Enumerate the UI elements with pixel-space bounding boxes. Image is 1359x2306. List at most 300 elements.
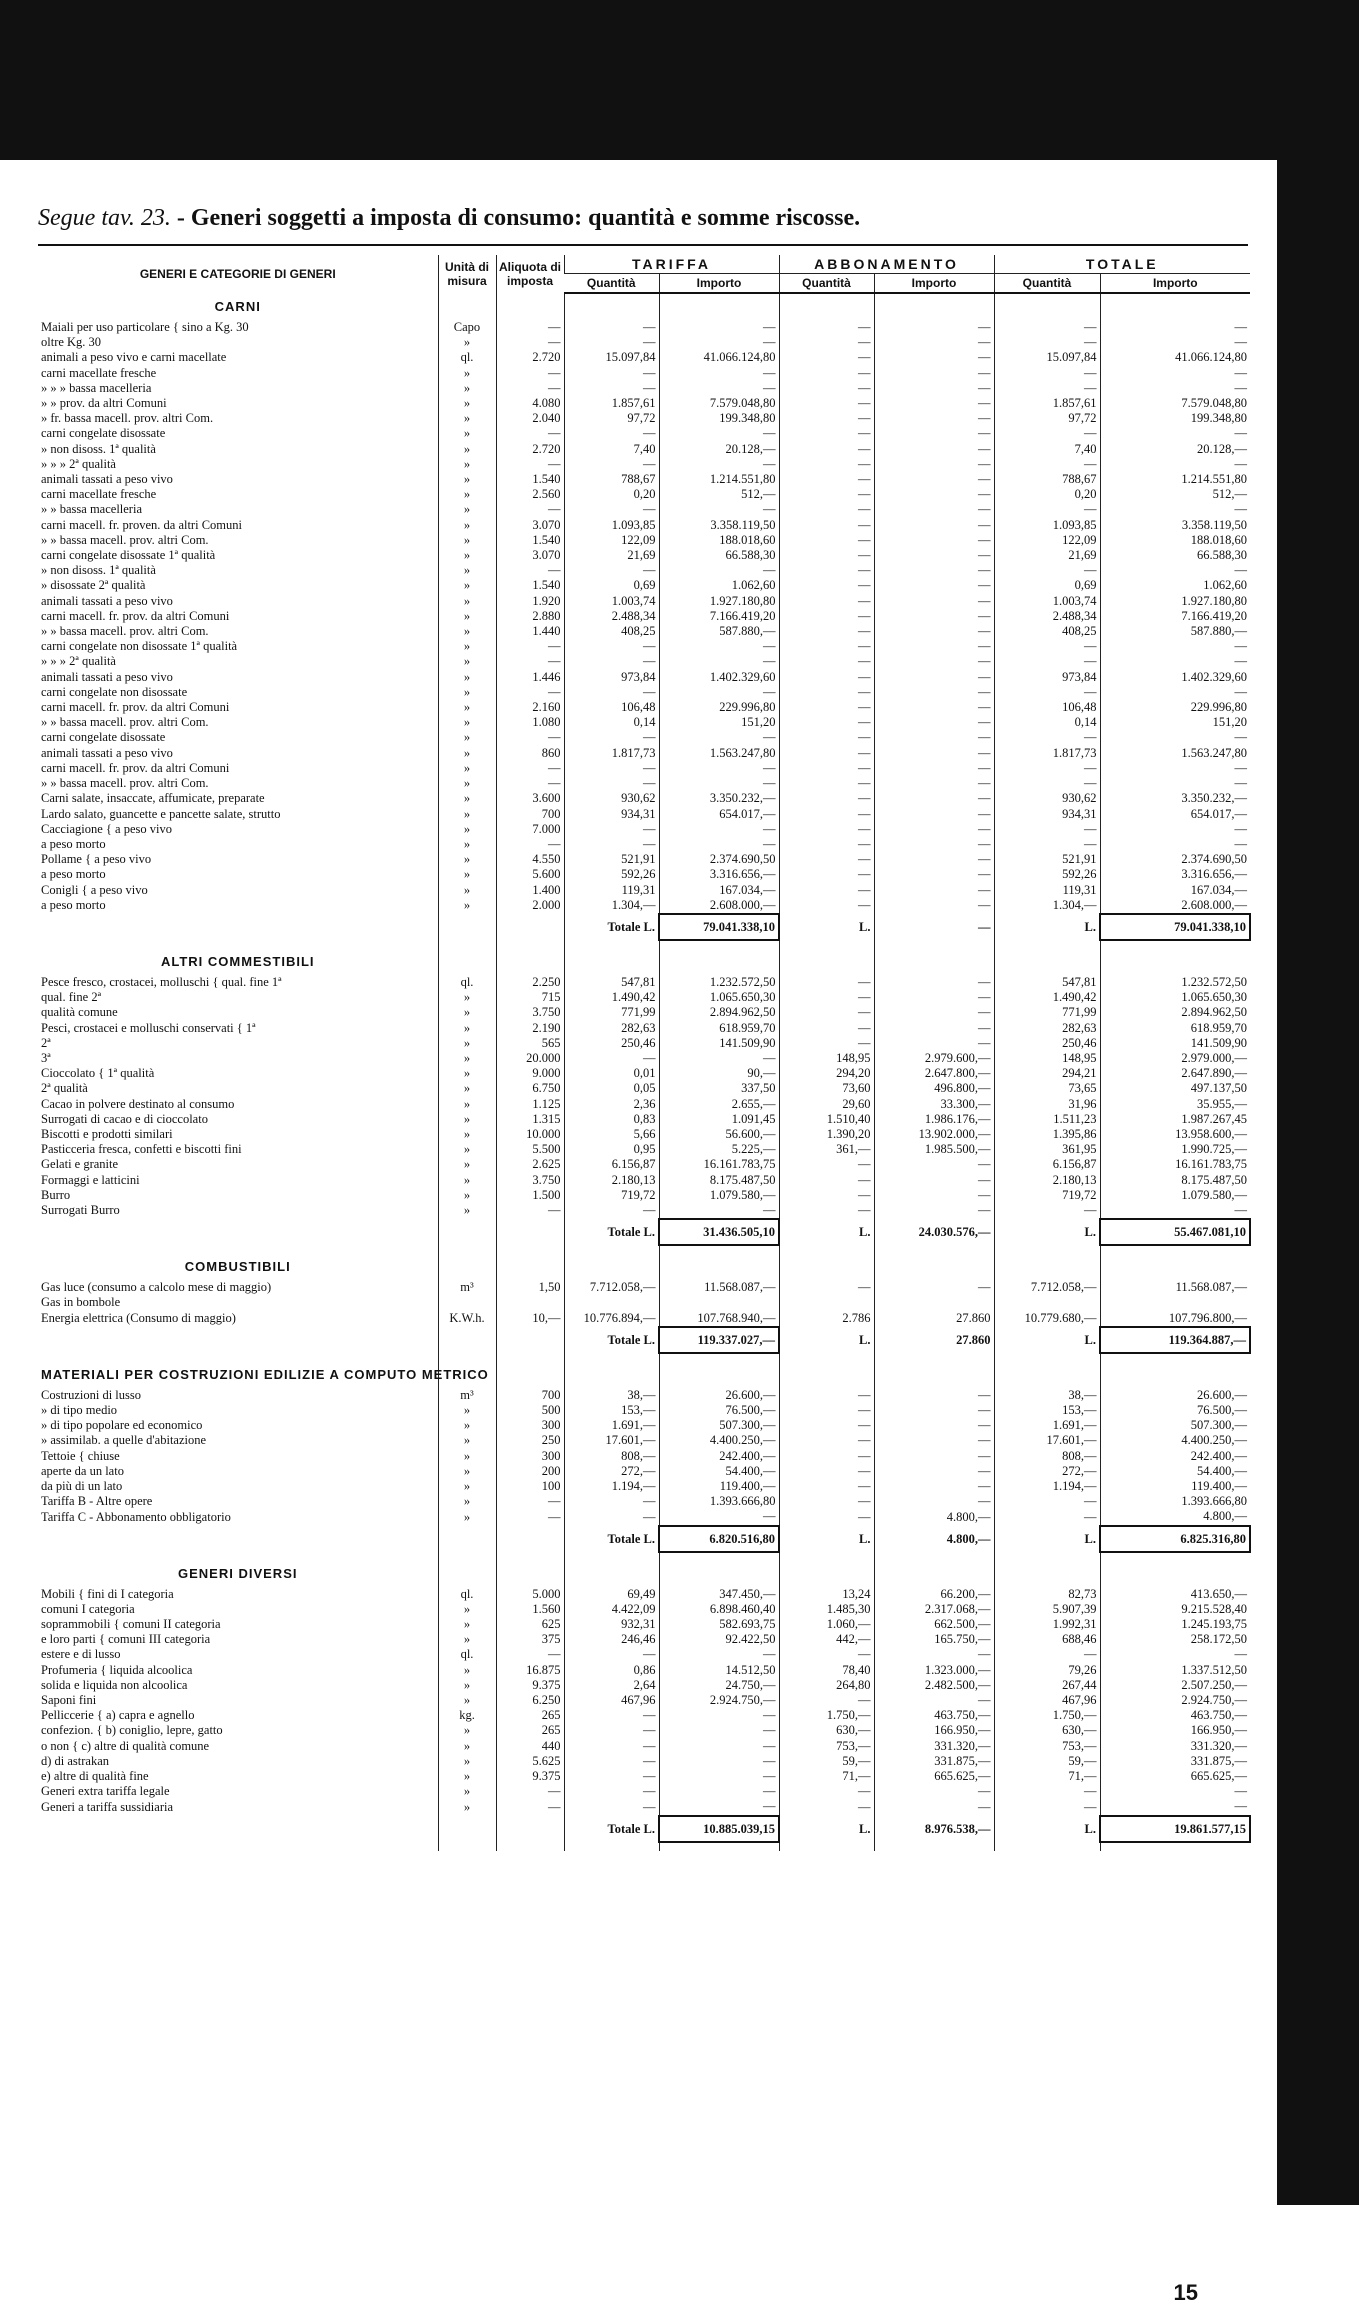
row-abbonamento-quantita: 1.485,30 [779, 1602, 874, 1617]
table-row [38, 1464, 1250, 1479]
row-aliquota: — [496, 563, 564, 578]
row-totale-importo: 26.600,— [1100, 1388, 1250, 1403]
row-label: da più di un lato [41, 1479, 123, 1493]
row-abbonamento-quantita: 630,— [779, 1723, 874, 1738]
row-abbonamento-quantita: 71,— [779, 1769, 874, 1784]
row-totale-quantita: 1.992,31 [994, 1617, 1100, 1632]
row-abbonamento-importo: 496.800,— [874, 1081, 994, 1096]
gap-cell [438, 1353, 496, 1362]
row-unita: » [438, 700, 496, 715]
gap-cell [1100, 1552, 1250, 1561]
row-label: 2ª qualità [41, 1081, 88, 1096]
row-label: carni congelate disossate [41, 426, 166, 441]
table-row [38, 1295, 1250, 1310]
row-unita: » [438, 1051, 496, 1066]
row-label: Conigli { a peso vivo [41, 882, 148, 897]
total-tot-label: L. [994, 914, 1100, 940]
row-totale-importo: 119.400,— [1100, 1479, 1250, 1494]
row-tariffa-quantita: 246,46 [564, 1632, 659, 1647]
row-abbonamento-importo: — [874, 1418, 994, 1433]
section-spacer-cell [994, 1362, 1100, 1388]
row-tariffa-importo: 3.358.119,50 [659, 518, 779, 533]
section-spacer-cell [659, 949, 779, 975]
row-aliquota: 3.750 [496, 1005, 564, 1020]
total-spacer [496, 1327, 564, 1353]
gap-cell [564, 1552, 659, 1561]
row-label: carni congelate non disossate 1ª qualità [41, 639, 238, 654]
row-label: solida e liquida non alcoolica [41, 1677, 188, 1692]
table-row [38, 533, 1250, 548]
row-aliquota: 1.315 [496, 1112, 564, 1127]
row-totale-quantita: — [994, 761, 1100, 776]
section-spacer-cell [438, 949, 496, 975]
row-abbonamento-quantita: — [779, 366, 874, 381]
total-abbonamento-importo: — [874, 914, 994, 940]
section-spacer-cell [1100, 293, 1250, 320]
row-totale-quantita: — [994, 639, 1100, 654]
table-row [38, 1005, 1250, 1020]
table-row [38, 502, 1250, 517]
row-abbonamento-quantita: — [779, 700, 874, 715]
section-spacer-cell [659, 293, 779, 320]
row-aliquota: — [496, 381, 564, 396]
row-aliquota: 3.070 [496, 518, 564, 533]
row-totale-quantita: 771,99 [994, 1005, 1100, 1020]
table-row [38, 1678, 1250, 1693]
row-unita: » [438, 396, 496, 411]
row-abbonamento-importo: — [874, 1388, 994, 1403]
row-abbonamento-quantita: — [779, 563, 874, 578]
row-totale-importo: — [1100, 1799, 1250, 1815]
row-abbonamento-importo: — [874, 1203, 994, 1219]
row-totale-importo: 66.588,30 [1100, 548, 1250, 563]
row-totale-quantita: — [994, 381, 1100, 396]
row-label: carni macellate fresche [41, 365, 157, 380]
row-label: » » » 2ª qualità [41, 456, 116, 471]
row-abbonamento-importo: — [874, 594, 994, 609]
table-row [38, 1142, 1250, 1157]
row-label: Gelati e granite [41, 1157, 119, 1172]
row-tariffa-importo: — [659, 366, 779, 381]
row-unita [438, 1295, 496, 1310]
row-tariffa-quantita: — [564, 1494, 659, 1509]
row-abbonamento-importo: — [874, 350, 994, 365]
section-spacer-cell [994, 949, 1100, 975]
row-tariffa-importo: 2.608.000,— [659, 898, 779, 914]
table-body [38, 293, 1250, 1851]
row-tariffa-importo: 4.400.250,— [659, 1433, 779, 1448]
row-abbonamento-importo: — [874, 1021, 994, 1036]
total-spacer [496, 1526, 564, 1552]
table-row [38, 1799, 1250, 1815]
row-tariffa-importo: 16.161.783,75 [659, 1157, 779, 1172]
row-aliquota: 5.625 [496, 1754, 564, 1769]
row-tariffa-importo: 2.924.750,— [659, 1693, 779, 1708]
row-unita: » [438, 1769, 496, 1784]
row-abbonamento-quantita: — [779, 487, 874, 502]
row-abbonamento-importo: 66.200,— [874, 1587, 994, 1602]
row-unita: kg. [438, 1708, 496, 1723]
row-totale-quantita: 592,26 [994, 867, 1100, 882]
gap-cell [779, 1552, 874, 1561]
row-tariffa-quantita: 10.776.894,— [564, 1311, 659, 1327]
section-spacer-cell [1100, 1254, 1250, 1280]
row-tariffa-importo: — [659, 1708, 779, 1723]
row-abbonamento-quantita: — [779, 1203, 874, 1219]
row-abbonamento-quantita: — [779, 1494, 874, 1509]
header-totale-importo: Importo [1100, 274, 1250, 294]
row-abbonamento-quantita: 1.390,20 [779, 1127, 874, 1142]
row-tariffa-quantita: 973,84 [564, 670, 659, 685]
total-tariffa-importo: 10.885.039,15 [659, 1816, 779, 1842]
section-spacer-cell [659, 1362, 779, 1388]
row-tariffa-quantita: 97,72 [564, 411, 659, 426]
row-totale-quantita: 1.093,85 [994, 518, 1100, 533]
gap-cell [496, 1552, 564, 1561]
row-abbonamento-quantita: — [779, 396, 874, 411]
row-abbonamento-importo: — [874, 426, 994, 441]
section-header [38, 293, 1250, 320]
row-totale-importo: 2.924.750,— [1100, 1693, 1250, 1708]
table-row [38, 426, 1250, 441]
row-totale-importo: 13.958.600,— [1100, 1127, 1250, 1142]
row-label: Pasticceria fresca, confetti e biscotti fini [41, 1142, 242, 1157]
row-totale-quantita: 1.857,61 [994, 396, 1100, 411]
section-gap [38, 940, 1250, 949]
row-abbonamento-importo: — [874, 472, 994, 487]
row-totale-importo: 54.400,— [1100, 1464, 1250, 1479]
row-label: a peso morto [41, 836, 106, 851]
table-row [38, 1617, 1250, 1632]
gap-cell [38, 1245, 438, 1254]
row-label: Burro [41, 1187, 71, 1202]
row-aliquota: 5.600 [496, 867, 564, 882]
row-abbonamento-importo: — [874, 1005, 994, 1020]
row-aliquota: — [496, 457, 564, 472]
gap-cell [994, 940, 1100, 949]
row-totale-importo: — [1100, 1784, 1250, 1799]
total-spacer [38, 1219, 438, 1245]
row-abbonamento-quantita: — [779, 822, 874, 837]
total-tariffa-importo: 6.820.516,80 [659, 1526, 779, 1552]
row-label: » » » bassa macelleria [41, 380, 152, 395]
table-row [38, 1173, 1250, 1188]
row-aliquota: — [496, 761, 564, 776]
row-tariffa-quantita: 1.194,— [564, 1479, 659, 1494]
row-totale-importo: 167.034,— [1100, 883, 1250, 898]
row-totale-importo: 3.358.119,50 [1100, 518, 1250, 533]
row-unita: » [438, 1127, 496, 1142]
row-abbonamento-quantita: — [779, 426, 874, 441]
row-label: Carni salate, insaccate, affumicate, preparate [41, 791, 265, 806]
row-tariffa-quantita: 69,49 [564, 1587, 659, 1602]
row-totale-importo: 2.374.690,50 [1100, 852, 1250, 867]
row-totale-quantita: 73,65 [994, 1081, 1100, 1096]
row-abbonamento-quantita: — [779, 1388, 874, 1403]
row-label: » disossate 2ª qualità [41, 578, 146, 593]
row-abbonamento-importo: 1.323.000,— [874, 1663, 994, 1678]
row-totale-importo: 2.507.250,— [1100, 1678, 1250, 1693]
table-row [38, 1509, 1250, 1525]
row-label: Pollame { a peso vivo [41, 852, 152, 867]
row-totale-importo: 199.348,80 [1100, 411, 1250, 426]
row-label: animali tassati a peso vivo [41, 669, 173, 684]
section-total-row [38, 1219, 1250, 1245]
row-tariffa-quantita: 547,81 [564, 975, 659, 990]
row-abbonamento-importo: — [874, 457, 994, 472]
row-label: Maiali per uso particolare { sino a Kg. 30 [41, 320, 249, 334]
row-tariffa-importo: 654.017,— [659, 807, 779, 822]
row-abbonamento-importo: — [874, 1157, 994, 1172]
row-aliquota: 9.375 [496, 1769, 564, 1784]
row-label: Generi extra tariffa legale [41, 1784, 170, 1799]
row-abbonamento-quantita: — [779, 533, 874, 548]
row-tariffa-importo: 512,— [659, 487, 779, 502]
row-abbonamento-importo: — [874, 700, 994, 715]
row-abbonamento-importo: — [874, 320, 994, 335]
row-tariffa-importo: — [659, 761, 779, 776]
row-totale-importo: 512,— [1100, 487, 1250, 502]
row-totale-quantita: 521,91 [994, 852, 1100, 867]
row-totale-importo: 188.018,60 [1100, 533, 1250, 548]
table-row [38, 1418, 1250, 1433]
row-aliquota: 1,50 [496, 1280, 564, 1295]
row-tariffa-quantita: — [564, 837, 659, 852]
row-tariffa-quantita: 1.003,74 [564, 594, 659, 609]
row-totale-importo: — [1100, 761, 1250, 776]
section-gap [38, 1842, 1250, 1851]
row-abbonamento-importo: — [874, 822, 994, 837]
row-tariffa-importo: 5.225,— [659, 1142, 779, 1157]
row-tariffa-quantita: — [564, 563, 659, 578]
row-totale-importo: 463.750,— [1100, 1708, 1250, 1723]
row-abbonamento-quantita: — [779, 1157, 874, 1172]
table-row [38, 594, 1250, 609]
row-totale-importo: 76.500,— [1100, 1403, 1250, 1418]
row-tariffa-importo [659, 1295, 779, 1310]
row-abbonamento-importo: — [874, 898, 994, 914]
row-unita: » [438, 670, 496, 685]
row-abbonamento-importo: — [874, 578, 994, 593]
row-tariffa-quantita: 467,96 [564, 1693, 659, 1708]
row-abbonamento-importo: — [874, 746, 994, 761]
row-aliquota: — [496, 654, 564, 669]
row-tariffa-quantita: 719,72 [564, 1188, 659, 1203]
row-totale-quantita: 282,63 [994, 1021, 1100, 1036]
section-total-row [38, 1526, 1250, 1552]
row-aliquota: 715 [496, 990, 564, 1005]
row-tariffa-importo: 337,50 [659, 1081, 779, 1096]
row-totale-quantita: 153,— [994, 1403, 1100, 1418]
section-spacer-cell [779, 1362, 874, 1388]
section-spacer-cell [564, 293, 659, 320]
row-totale-quantita: — [994, 320, 1100, 335]
row-unita: » [438, 715, 496, 730]
row-abbonamento-importo [874, 1295, 994, 1310]
row-label: Mobili { fini di I categoria [41, 1586, 174, 1601]
table-row [38, 1693, 1250, 1708]
row-totale-importo [1100, 1295, 1250, 1310]
row-label: carni macellate fresche [41, 487, 157, 502]
table-row [38, 1112, 1250, 1127]
row-totale-importo: 1.337.512,50 [1100, 1663, 1250, 1678]
row-label: 3ª [41, 1050, 51, 1065]
section-gap [38, 1353, 1250, 1362]
row-tariffa-quantita: — [564, 730, 659, 745]
row-totale-importo: 413.650,— [1100, 1587, 1250, 1602]
row-abbonamento-importo: — [874, 1479, 994, 1494]
row-aliquota: 2.250 [496, 975, 564, 990]
row-tariffa-importo: 1.079.580,— [659, 1188, 779, 1203]
row-totale-quantita: 467,96 [994, 1693, 1100, 1708]
row-label: 2ª [41, 1035, 51, 1050]
row-totale-quantita: 97,72 [994, 411, 1100, 426]
row-abbonamento-quantita: 1.510,40 [779, 1112, 874, 1127]
row-totale-importo: — [1100, 366, 1250, 381]
row-aliquota: 1.500 [496, 1188, 564, 1203]
row-abbonamento-importo: — [874, 685, 994, 700]
row-tariffa-quantita: 1.817,73 [564, 746, 659, 761]
row-totale-importo: 1.927.180,80 [1100, 594, 1250, 609]
table-row [38, 1051, 1250, 1066]
row-totale-importo: — [1100, 822, 1250, 837]
row-tariffa-quantita: 17.601,— [564, 1433, 659, 1448]
row-aliquota: 100 [496, 1479, 564, 1494]
section-spacer-cell [779, 949, 874, 975]
header-tariffa: TARIFFA [564, 255, 779, 274]
row-totale-importo: 4.800,— [1100, 1509, 1250, 1525]
row-tariffa-quantita: 1.304,— [564, 898, 659, 914]
row-tariffa-importo: — [659, 1769, 779, 1784]
table-row [38, 1388, 1250, 1403]
row-tariffa-importo: 14.512,50 [659, 1663, 779, 1678]
row-label: » assimilab. a quelle d'abitazione [41, 1433, 207, 1448]
row-totale-importo: — [1100, 426, 1250, 441]
row-totale-quantita: 79,26 [994, 1663, 1100, 1678]
table-row [38, 1066, 1250, 1081]
row-abbonamento-quantita: — [779, 1036, 874, 1051]
row-abbonamento-quantita: — [779, 411, 874, 426]
row-unita: » [438, 1112, 496, 1127]
row-aliquota: 4.080 [496, 396, 564, 411]
row-abbonamento-quantita: 264,80 [779, 1678, 874, 1693]
section-header [38, 1561, 1250, 1587]
row-abbonamento-quantita: 73,60 [779, 1081, 874, 1096]
row-tariffa-importo: — [659, 1509, 779, 1525]
row-abbonamento-importo: — [874, 852, 994, 867]
row-abbonamento-importo: — [874, 670, 994, 685]
row-tariffa-quantita: 21,69 [564, 548, 659, 563]
table-row [38, 639, 1250, 654]
total-spacer [496, 1816, 564, 1842]
header-categoria: GENERI E CATEGORIE DI GENERI [139, 267, 336, 281]
gap-cell [38, 1842, 438, 1851]
gap-cell [438, 1842, 496, 1851]
row-tariffa-quantita: 7.712.058,— [564, 1280, 659, 1295]
table-row [38, 487, 1250, 502]
row-label: Tariffa C - Abbonamento obbligatorio [41, 1509, 231, 1524]
row-tariffa-importo: 199.348,80 [659, 411, 779, 426]
row-totale-quantita: 7,40 [994, 442, 1100, 457]
row-aliquota: 500 [496, 1403, 564, 1418]
row-aliquota: 9.375 [496, 1678, 564, 1693]
row-abbonamento-importo: 1.986.176,— [874, 1112, 994, 1127]
row-aliquota: 2.000 [496, 898, 564, 914]
row-unita: » [438, 518, 496, 533]
row-totale-quantita: — [994, 366, 1100, 381]
row-unita: » [438, 639, 496, 654]
section-spacer-cell [779, 293, 874, 320]
gap-cell [438, 1552, 496, 1561]
row-unita: » [438, 685, 496, 700]
table-row [38, 852, 1250, 867]
section-spacer-cell [496, 1561, 564, 1587]
row-totale-quantita: — [994, 563, 1100, 578]
table-row [38, 807, 1250, 822]
row-tariffa-importo: 507.300,— [659, 1418, 779, 1433]
row-tariffa-quantita: 15.097,84 [564, 350, 659, 365]
row-abbonamento-quantita: 294,20 [779, 1066, 874, 1081]
table-row [38, 578, 1250, 593]
row-abbonamento-importo: — [874, 381, 994, 396]
row-tariffa-importo: 1.062,60 [659, 578, 779, 593]
row-label: animali tassati a peso vivo [41, 472, 173, 487]
row-aliquota: — [496, 730, 564, 745]
row-tariffa-importo: — [659, 381, 779, 396]
total-spacer [496, 914, 564, 940]
row-abbonamento-quantita: 442,— [779, 1632, 874, 1647]
row-aliquota: 860 [496, 746, 564, 761]
row-totale-quantita: — [994, 1494, 1100, 1509]
table-row [38, 1280, 1250, 1295]
row-aliquota: 2.720 [496, 350, 564, 365]
row-unita: » [438, 807, 496, 822]
row-unita: » [438, 1203, 496, 1219]
table-row [38, 654, 1250, 669]
gap-cell [1100, 940, 1250, 949]
row-abbonamento-importo: — [874, 624, 994, 639]
header-aliquota: Aliquota di imposta [496, 255, 564, 293]
row-label: animali tassati a peso vivo [41, 745, 173, 760]
row-tariffa-importo: 76.500,— [659, 1403, 779, 1418]
row-abbonamento-quantita: — [779, 685, 874, 700]
row-tariffa-importo: 119.400,— [659, 1479, 779, 1494]
table-row [38, 548, 1250, 563]
row-tariffa-importo: 1.563.247,80 [659, 746, 779, 761]
row-totale-importo: 151,20 [1100, 715, 1250, 730]
section-spacer-cell [496, 1362, 564, 1388]
section-spacer-cell [1100, 949, 1250, 975]
gap-cell [994, 1552, 1100, 1561]
row-totale-quantita: — [994, 502, 1100, 517]
row-label: Tettoie { chiuse [41, 1448, 120, 1463]
row-abbonamento-quantita: — [779, 594, 874, 609]
row-aliquota [496, 1295, 564, 1310]
row-abbonamento-quantita: — [779, 1479, 874, 1494]
table-row [38, 396, 1250, 411]
section-spacer-cell [1100, 1362, 1250, 1388]
row-abbonamento-quantita: 2.786 [779, 1311, 874, 1327]
row-unita: » [438, 366, 496, 381]
gap-cell [564, 1245, 659, 1254]
row-totale-quantita: — [994, 1203, 1100, 1219]
row-aliquota: 7.000 [496, 822, 564, 837]
row-unita: » [438, 1066, 496, 1081]
table-row [38, 518, 1250, 533]
total-spacer [438, 1816, 496, 1842]
row-totale-quantita: 361,95 [994, 1142, 1100, 1157]
row-tariffa-quantita: — [564, 776, 659, 791]
